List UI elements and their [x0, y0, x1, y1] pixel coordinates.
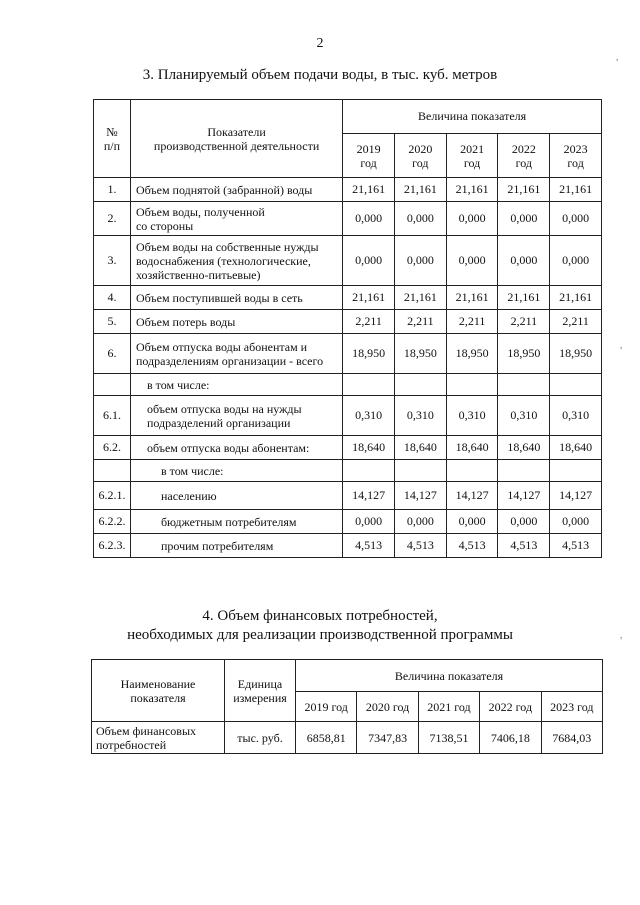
table-row — [94, 460, 602, 482]
row-name: Объем воды, полученной со стороны — [130, 202, 342, 236]
row-value: 2,211 — [550, 310, 602, 334]
row-value: 4,513 — [446, 534, 498, 558]
section-4-title-line1: 4. Объем финансовых потребностей, — [202, 608, 438, 624]
scan-mark: , — [620, 340, 623, 350]
table-row — [94, 482, 602, 510]
row-name: в том числе: — [130, 460, 342, 482]
row-name: в том числе: — [130, 374, 342, 396]
row-value: 18,640 — [343, 436, 395, 460]
row-name: прочим потребителям — [130, 534, 342, 558]
row-value: 0,310 — [498, 396, 550, 436]
row-value: 0,000 — [446, 236, 498, 286]
row-value: 18,640 — [446, 436, 498, 460]
row-name: объем отпуска воды на нужды подразделений организации — [130, 396, 342, 436]
row-number: 6.2.3. — [94, 534, 131, 558]
table-row — [94, 202, 602, 236]
row-number: 1. — [94, 178, 131, 202]
row-value: 21,161 — [498, 286, 550, 310]
row-number: 6.1. — [94, 396, 131, 436]
row-value: 14,127 — [550, 482, 602, 510]
row-value: 21,161 — [343, 286, 395, 310]
row-value: 2,211 — [343, 310, 395, 334]
row-value: 21,161 — [498, 178, 550, 202]
row-number: 2. — [94, 202, 131, 236]
table-row — [94, 510, 602, 534]
row-value: 0,000 — [498, 202, 550, 236]
table-row — [94, 310, 602, 334]
row-number: 4. — [94, 286, 131, 310]
row-value: 2,211 — [498, 310, 550, 334]
row-name: Объем поступившей воды в сеть — [130, 286, 342, 310]
row-unit: тыс. руб. — [225, 722, 296, 754]
row-value: 21,161 — [394, 286, 446, 310]
row-value — [343, 460, 395, 482]
row-value: 18,640 — [394, 436, 446, 460]
row-number: 3. — [94, 236, 131, 286]
year-header: 2019 год — [296, 692, 357, 722]
scan-mark: , — [616, 52, 619, 62]
row-value — [550, 374, 602, 396]
row-value: 0,310 — [343, 396, 395, 436]
year-header: 2020 год — [394, 134, 446, 178]
row-value: 14,127 — [394, 482, 446, 510]
row-value: 0,310 — [394, 396, 446, 436]
row-value: 0,000 — [394, 202, 446, 236]
row-value: 0,310 — [550, 396, 602, 436]
row-name: Объем потерь воды — [130, 310, 342, 334]
table-row — [94, 534, 602, 558]
section-4-title — [0, 607, 640, 645]
row-value — [446, 460, 498, 482]
section-4-title-line2: необходимых для реализации производственной программы — [127, 627, 513, 643]
row-number: 6.2.1. — [94, 482, 131, 510]
year-header: 2021 год — [446, 134, 498, 178]
section-3-title: 3. Планируемый объем подачи воды, в тыс. куб. метров — [142, 67, 498, 83]
row-value: 2,211 — [446, 310, 498, 334]
row-value: 18,640 — [550, 436, 602, 460]
table-row — [94, 286, 602, 310]
row-value: 6858,81 — [296, 722, 357, 754]
row-value: 14,127 — [343, 482, 395, 510]
table-row — [94, 436, 602, 460]
col-header-num: № п/п — [94, 100, 131, 178]
row-value: 0,000 — [446, 202, 498, 236]
row-value: 0,000 — [550, 236, 602, 286]
row-value: 21,161 — [550, 286, 602, 310]
row-number — [94, 374, 131, 396]
row-value: 0,000 — [343, 236, 395, 286]
row-number: 6.2. — [94, 436, 131, 460]
col-header-unit: Единица измерения — [225, 660, 296, 722]
row-value — [394, 374, 446, 396]
row-value — [498, 374, 550, 396]
year-header: 2021 год — [418, 692, 479, 722]
row-value: 7406,18 — [480, 722, 541, 754]
col-header-value: Величина показателя — [296, 660, 603, 692]
row-number — [94, 460, 131, 482]
row-value: 18,950 — [343, 334, 395, 374]
row-name: Объем отпуска воды абонентам и подразделениям организации - всего — [130, 334, 342, 374]
table-row — [94, 374, 602, 396]
row-number: 6. — [94, 334, 131, 374]
table-row — [94, 236, 602, 286]
row-value: 4,513 — [394, 534, 446, 558]
year-header: 2022 год — [498, 134, 550, 178]
row-value — [550, 460, 602, 482]
year-header: 2020 год — [357, 692, 418, 722]
row-name: Объем воды на собственные нужды водоснабжения (технологические, хозяйственно-питьевые) — [130, 236, 342, 286]
page-number: 2 — [316, 36, 324, 51]
table-header-row — [94, 100, 602, 134]
row-number: 5. — [94, 310, 131, 334]
table-header-row — [92, 660, 603, 692]
row-value: 18,950 — [550, 334, 602, 374]
row-value: 0,000 — [446, 510, 498, 534]
year-header: 2023 год — [550, 134, 602, 178]
row-value: 7347,83 — [357, 722, 418, 754]
row-value: 18,950 — [498, 334, 550, 374]
row-value: 4,513 — [550, 534, 602, 558]
table-row — [92, 722, 603, 754]
row-value: 4,513 — [343, 534, 395, 558]
row-value: 0,000 — [394, 236, 446, 286]
row-value: 0,000 — [394, 510, 446, 534]
row-value: 21,161 — [446, 286, 498, 310]
row-name: бюджетным потребителям — [130, 510, 342, 534]
row-value: 0,000 — [498, 236, 550, 286]
row-value — [498, 460, 550, 482]
row-value: 18,640 — [498, 436, 550, 460]
row-value: 2,211 — [394, 310, 446, 334]
row-value: 0,000 — [550, 510, 602, 534]
row-value: 21,161 — [394, 178, 446, 202]
row-value: 14,127 — [446, 482, 498, 510]
row-name: Объем поднятой (забранной) воды — [130, 178, 342, 202]
row-value: 7138,51 — [418, 722, 479, 754]
col-header-name: Показатели производственной деятельности — [130, 100, 342, 178]
row-value: 0,000 — [343, 202, 395, 236]
row-value: 4,513 — [498, 534, 550, 558]
table-row — [94, 178, 602, 202]
row-value: 21,161 — [343, 178, 395, 202]
scan-mark: , — [620, 630, 623, 640]
row-value: 14,127 — [498, 482, 550, 510]
row-value: 0,000 — [343, 510, 395, 534]
row-name: объем отпуска воды абонентам: — [130, 436, 342, 460]
row-value — [343, 374, 395, 396]
row-value: 21,161 — [446, 178, 498, 202]
water-supply-table — [93, 99, 602, 558]
col-header-name: Наименование показателя — [92, 660, 225, 722]
row-number: 6.2.2. — [94, 510, 131, 534]
financial-needs-table — [91, 659, 603, 754]
year-header: 2023 год — [541, 692, 602, 722]
row-value: 7684,03 — [541, 722, 602, 754]
row-value: 0,310 — [446, 396, 498, 436]
row-name: Объем финансовых потребностей — [92, 722, 225, 754]
row-value — [394, 460, 446, 482]
year-header: 2022 год — [480, 692, 541, 722]
row-value: 18,950 — [394, 334, 446, 374]
row-name: населению — [130, 482, 342, 510]
row-value: 18,950 — [446, 334, 498, 374]
table-row — [94, 334, 602, 374]
row-value: 0,000 — [498, 510, 550, 534]
row-value: 0,000 — [550, 202, 602, 236]
row-value: 21,161 — [550, 178, 602, 202]
col-header-value: Величина показателя — [343, 100, 602, 134]
row-value — [446, 374, 498, 396]
year-header: 2019 год — [343, 134, 395, 178]
table-row — [94, 396, 602, 436]
